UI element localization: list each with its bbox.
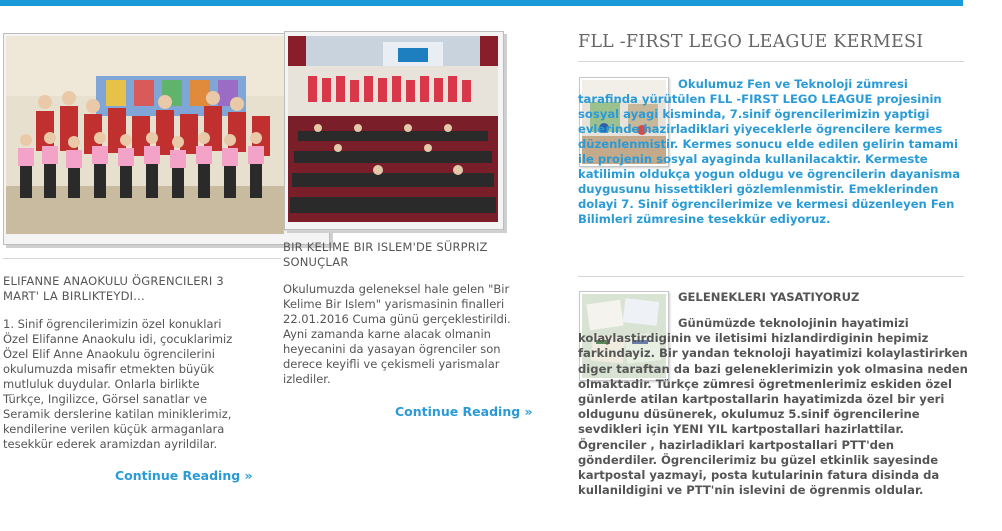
article-1-divider bbox=[3, 258, 281, 259]
fll-text: Okulumuz Fen ve Teknoloji zümresi tarafinda yürütülen FLL -FIRST LEGO LEAGUE projesinin sosyal ayagi kisminda, 7.sinif ögrencilerimizin yaptigi evlerinde hazirladiklari yiyeceklerle ögrencilere kermes düzenlenmistir. Kermes sonucu elde edilen gelirin tamami ile projenin sosyal ayaginda kullanilacaktir. Kermeste katilimin oldukça yogun oldugu ve ögrencilerin dayanisma duygusunu hissettikleri gözlemlenmistir. Emeklerinden dolayi 7. Sinif ögrencilerimize ve kermesi düzenleyen Fen Bilimleri zümresine tesekkür ediyoruz. bbox=[578, 77, 961, 226]
article-1-title[interactable]: ELIFANNE ANAOKULU ÖGRENCILERI 3 MART' LA BIRLIKTEYDI... bbox=[3, 274, 224, 303]
article-1-continue-reading-link[interactable]: Continue Reading » bbox=[115, 468, 253, 483]
right-mid-divider bbox=[578, 276, 964, 277]
traditions-title[interactable]: GELENEKLERI YASATIYORUZ bbox=[678, 290, 860, 304]
article-2-divider bbox=[283, 230, 503, 231]
article-2-title[interactable]: BIR KELIME BIR ISLEM'DE SÜRPRIZ SONUÇLAR bbox=[283, 240, 488, 269]
article-2-photo[interactable] bbox=[288, 36, 498, 222]
traditions-text: Günümüzde teknolojinin hayatimizi kolaylastirdiginin ve iletisimi hizlandirdiginin hepimiz farkindayiz. Bir yandan teknoloji hayatimizi kolaylastirirken diger taraftan da bazi geleneklerimizin yok olmasina neden olmaktadir. Türkçe zümresi ögretmenlerimiz eskiden özel günlerde atilan kartpostallarin hayatimizda özel bir yeri oldugunu düsünerek, okulumuz 5.sinif ögrencilerine sevdikleri için YENI YIL kartpostallari hazirlattilar. Ögrenciler , hazirladiklari kartpostallari PTT'den gönderdiler. Ögrencilerimiz bu güzel etkinlik sayesinde kartpostal yazmayi, posta kutularinin fatura disinda da kullanildigini ve PTT'nin islevini de ögrenmis oldular. bbox=[578, 316, 968, 498]
article-2-body: Okulumuzda geleneksel hale gelen "Bir Kelime Bir Islem" yarismasinin finalleri 22.01.2016 Cuma günü gerçeklestirildi. Ayni zamanda karne alacak olmanin heyecanini da yasayan ögrenciler son derece keyifli ve çekismeli yarismalar izlediler. bbox=[283, 282, 511, 386]
top-accent-bar bbox=[0, 0, 963, 6]
article-2-continue-reading-link[interactable]: Continue Reading » bbox=[395, 404, 533, 419]
right-title-divider bbox=[578, 61, 964, 62]
fll-section-title[interactable]: FLL -FIRST LEGO LEAGUE KERMESI bbox=[578, 32, 924, 52]
article-1-photo[interactable] bbox=[6, 36, 284, 234]
article-1-body: 1. Sinif ögrencilerimizin özel konuklari Özel Elifanne Anaokulu idi, çocuklarimiz Özel Elif Anne Anaokulu ögrencilerini okulumuzda misafir etmekten büyük mutluluk duydular. Onlarla birlikte Türkçe, Ingilizce, Görsel sanatlar ve Seramik derslerine katilan miniklerimiz, kendilerine verilen küçük armaganlara tesekkür ederek aramizdan ayrildilar. bbox=[3, 317, 233, 451]
